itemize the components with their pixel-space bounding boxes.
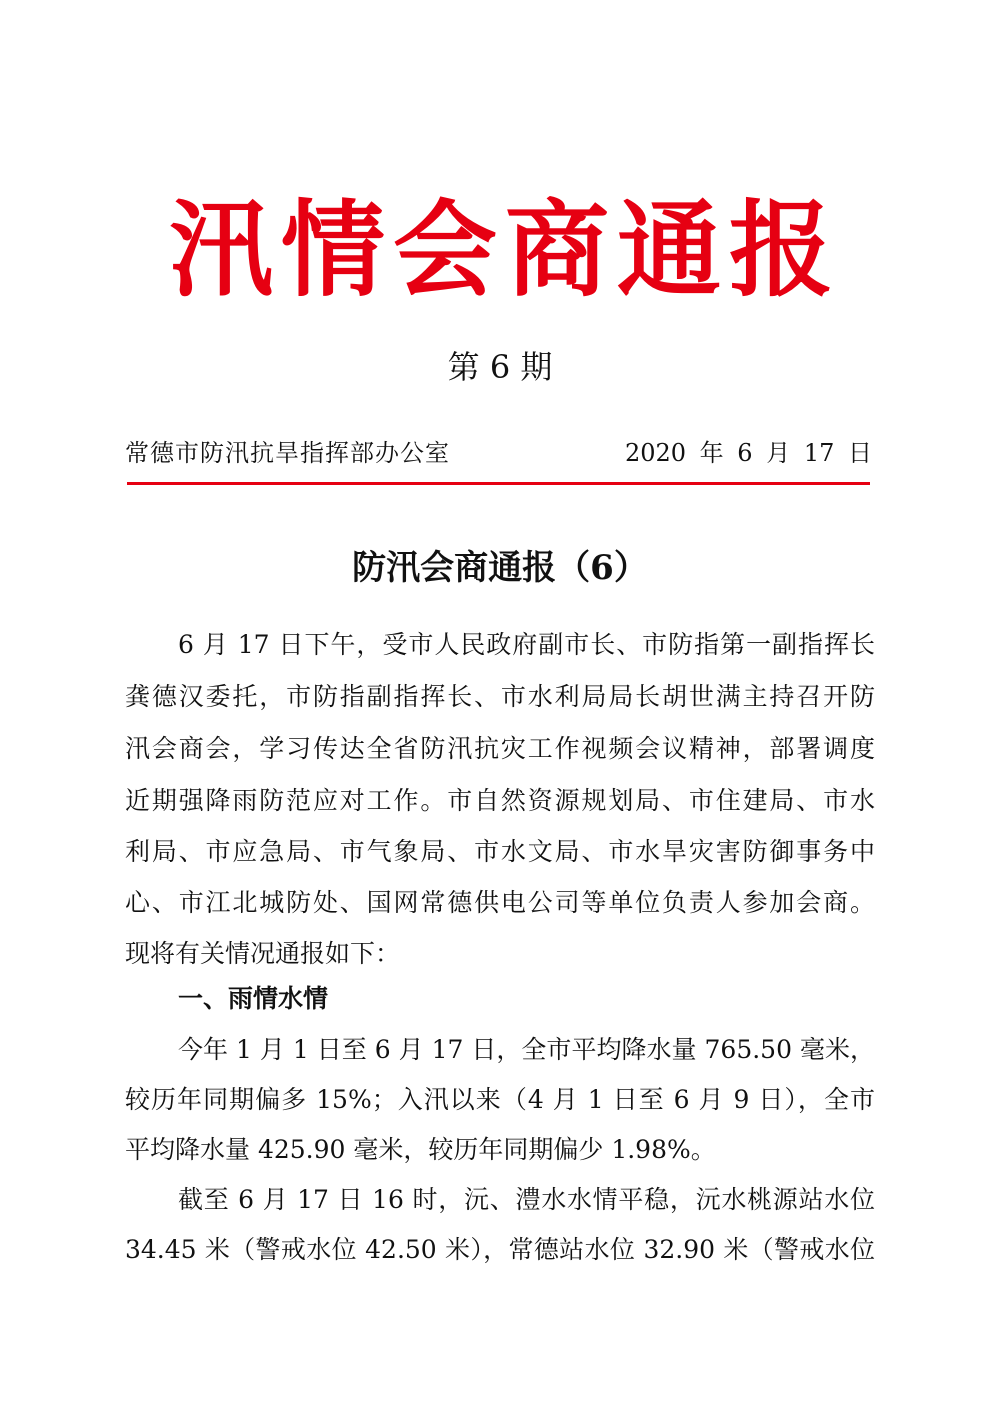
document-title: 防汛会商通报（6） — [352, 548, 648, 588]
text-line: 较历年同期偏多 15%；入汛以来（4 月 1 日至 6 月 9 日），全市 — [125, 1085, 875, 1114]
text-line: 心、市江北城防处、国网常德供电公司等单位负责人参加会商。 — [125, 888, 875, 917]
text-line: 现将有关情况通报如下： — [125, 939, 401, 968]
text-line: 利局、市应急局、市气象局、市水文局、市水旱灾害防御事务中 — [125, 837, 875, 866]
text-line: 6 月 17 日下午，受市人民政府副市长、市防指第一副指挥长 — [178, 630, 875, 659]
text-line: 汛会商会，学习传达全省防汛抗灾工作视频会议精神，部署调度 — [125, 734, 875, 763]
text-line: 龚德汉委托，市防指副指挥长、市水利局局长胡世满主持召开防 — [125, 682, 875, 711]
text-line: 截至 6 月 17 日 16 时，沅、澧水水情平稳，沅水桃源站水位 — [178, 1185, 875, 1214]
text-line: 近期强降雨防范应对工作。市自然资源规划局、市住建局、市水 — [125, 786, 875, 815]
masthead-title: 汛情会商通报 — [168, 188, 841, 311]
text-line: 平均降水量 425.90 毫米，较历年同期偏少 1.98%。 — [125, 1135, 716, 1164]
text-line: 今年 1 月 1 日至 6 月 17 日，全市平均降水量 765.50 毫米， — [178, 1035, 875, 1064]
text-line: 34.45 米（警戒水位 42.50 米），常德站水位 32.90 米（警戒水位 — [125, 1235, 875, 1264]
issuing-office: 常德市防汛抗旱指挥部办公室 — [125, 439, 450, 467]
issue-date: 2020 年 6 月 17 日 — [624, 439, 872, 467]
issue-number: 第 6 期 — [447, 348, 553, 386]
red-divider — [127, 482, 870, 485]
section-heading: 一、雨情水情 — [178, 984, 329, 1013]
